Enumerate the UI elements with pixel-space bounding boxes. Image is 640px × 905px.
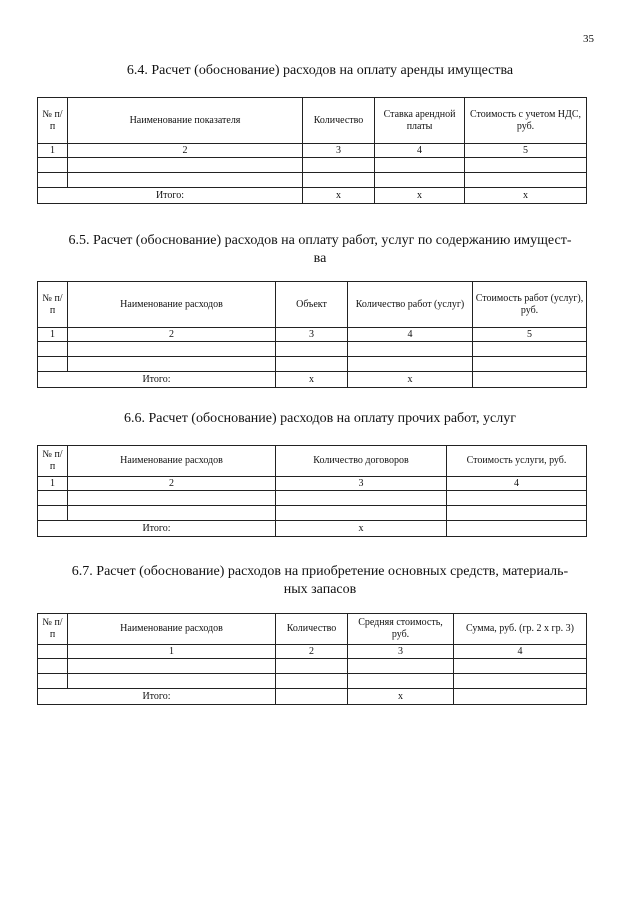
table-row	[38, 158, 587, 173]
column-number: 4	[454, 645, 587, 659]
section-6-7-title	[30, 563, 610, 599]
column-number: 1	[38, 328, 68, 342]
total-row	[38, 372, 587, 388]
column-number: 1	[38, 477, 68, 491]
table-header-row	[38, 282, 587, 328]
column-number: 3	[303, 144, 375, 158]
table-header-row	[38, 446, 587, 477]
header-cell: Стоимость работ (услуг), руб.	[473, 282, 587, 328]
other-services-table	[37, 445, 587, 537]
table-row	[38, 357, 587, 372]
column-number-row	[38, 328, 587, 342]
table-row	[38, 173, 587, 188]
column-number-row	[38, 144, 587, 158]
total-mark: х	[348, 372, 473, 388]
total-mark: х	[348, 689, 454, 705]
fixed-assets-table	[37, 613, 587, 705]
column-number: 3	[348, 645, 454, 659]
header-cell: Сумма, руб. (гр. 2 х гр. 3)	[454, 614, 587, 645]
section-6-5-title	[30, 232, 610, 268]
total-label: Итого:	[38, 372, 276, 388]
header-cell: Количество договоров	[276, 446, 447, 477]
table-row	[38, 659, 587, 674]
column-number: 2	[68, 477, 276, 491]
header-cell: № п/п	[38, 446, 68, 477]
table-header-row	[38, 614, 587, 645]
header-cell: Объект	[276, 282, 348, 328]
header-cell: Стоимость с учетом НДС, руб.	[465, 98, 587, 144]
header-cell: Наименование расходов	[68, 446, 276, 477]
column-number: 1	[68, 645, 276, 659]
column-number: 1	[38, 144, 68, 158]
section-title-line: ва	[313, 251, 327, 266]
column-number: 2	[276, 645, 348, 659]
total-mark: х	[465, 188, 587, 204]
column-number: 4	[447, 477, 587, 491]
table-row	[38, 491, 587, 506]
header-cell: Количество работ (услуг)	[348, 282, 473, 328]
header-cell: Ставка арендной платы	[375, 98, 465, 144]
table-row	[38, 506, 587, 521]
column-number: 2	[68, 328, 276, 342]
column-number: 5	[473, 328, 587, 342]
header-cell: № п/п	[38, 98, 68, 144]
maintenance-expenses-table	[37, 281, 587, 388]
table-header-row	[38, 98, 587, 144]
total-label: Итого:	[38, 188, 303, 204]
section-6-6-title: 6.6. Расчет (обоснование) расходов на оплату прочих работ, услуг	[124, 411, 516, 426]
total-row	[38, 521, 587, 537]
header-cell: Количество	[276, 614, 348, 645]
column-number: 4	[348, 328, 473, 342]
rent-expenses-table	[37, 97, 587, 204]
total-label: Итого:	[38, 689, 276, 705]
header-cell: Наименование расходов	[68, 614, 276, 645]
header-cell: Количество	[303, 98, 375, 144]
header-cell: Наименование показателя	[68, 98, 303, 144]
column-number: 4	[375, 144, 465, 158]
column-number-row	[38, 477, 587, 491]
section-title-line: ных запасов	[283, 582, 357, 597]
header-cell: Наименование расходов	[68, 282, 276, 328]
total-mark: х	[276, 372, 348, 388]
column-number: 2	[68, 144, 303, 158]
header-cell: № п/п	[38, 614, 68, 645]
header-cell: Стоимость услуги, руб.	[447, 446, 587, 477]
total-row	[38, 689, 587, 705]
total-mark: х	[303, 188, 375, 204]
column-number: 3	[276, 477, 447, 491]
table-row	[38, 674, 587, 689]
column-number-row	[38, 645, 587, 659]
section-title-line: 6.7. Расчет (обоснование) расходов на приобретение основных средств, материаль-	[71, 564, 569, 579]
header-cell: № п/п	[38, 282, 68, 328]
total-mark: х	[375, 188, 465, 204]
header-cell: Средняя стоимость, руб.	[348, 614, 454, 645]
table-row	[38, 342, 587, 357]
section-6-4-title: 6.4. Расчет (обоснование) расходов на оплату аренды имущества	[126, 63, 514, 78]
column-number: 5	[465, 144, 587, 158]
page-number: 35	[583, 33, 594, 45]
column-number: 3	[276, 328, 348, 342]
section-title-line: 6.5. Расчет (обоснование) расходов на оплату работ, услуг по содержанию имущест-	[68, 233, 572, 248]
total-mark: х	[276, 521, 447, 537]
total-row	[38, 188, 587, 204]
total-label: Итого:	[38, 521, 276, 537]
